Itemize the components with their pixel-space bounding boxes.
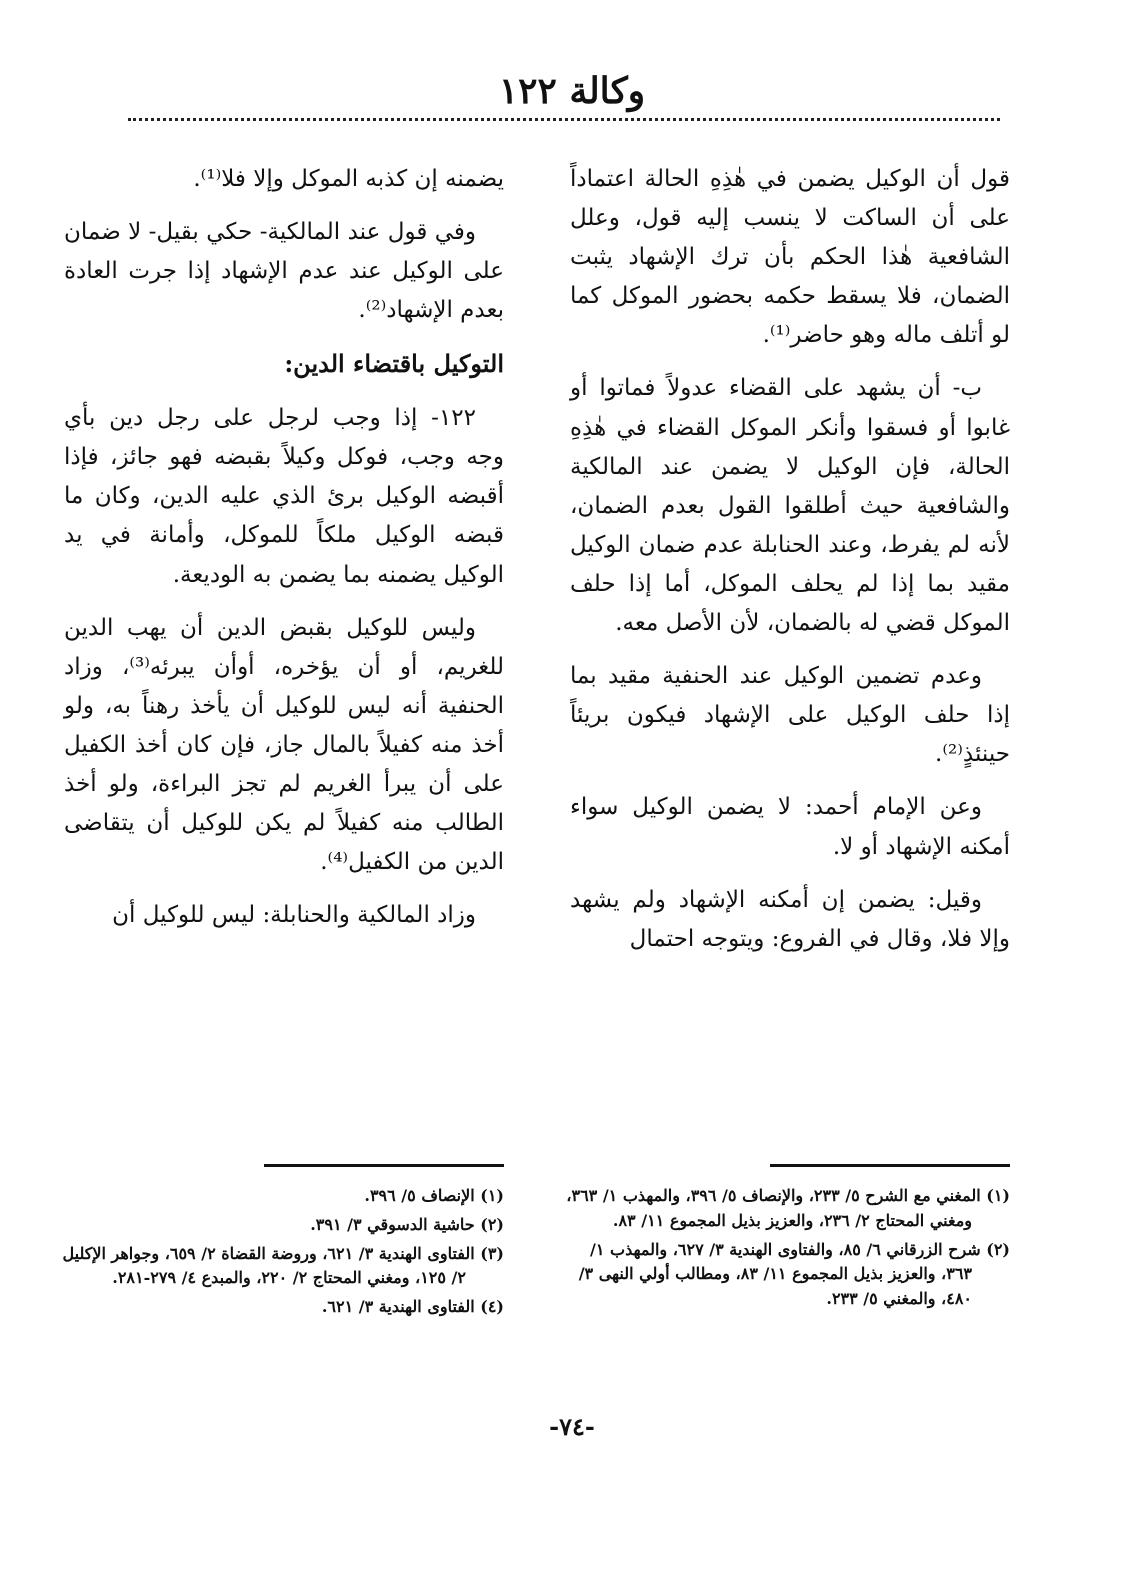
footnotes-left xyxy=(54,1184,504,1324)
paragraph: وفي قول عند المالكية- حكي بقيل- لا ضمان على الوكيل عند عدم الإشهاد إذا جرت العادة بعدم الإشهاد⁽²⁾. xyxy=(64,219,504,324)
paragraph: قول أن الوكيل يضمن في هٰذِهِ الحالة اعتماداً على أن الساكت لا ينسب إليه قول، وعلل الشافعية هٰذا الحكم بأن ترك الإشهاد يثبت الضمان، فلا يسقط حكمه بحضور الموكل كما لو أتلف ماله وهو حاضر⁽¹⁾. xyxy=(570,166,1010,349)
paragraph: وزاد المالكية والحنابلة: ليس للوكيل أن xyxy=(112,902,476,929)
right-column xyxy=(570,160,1010,973)
footnotes-right xyxy=(560,1184,1010,1316)
paragraph: وقيل: يضمن إن أمكنه الإشهاد ولم يشهد وإلا فلا، وقال في الفروع: ويتوجه احتمال xyxy=(570,886,1010,952)
footnote-divider-right xyxy=(770,1164,1010,1167)
paragraph: ١٢٢- إذا وجب لرجل على رجل دين بأي وجه وجب، فوكل وكيلاً بقبضه فهو جائز، فإذا أقبضه الوكيل برئ الذي عليه الدين، وكان ما قبضه الوكيل ملكاً للموكل، وأمانة في يد الوكيل يضمنه بما يضمن به الوديعة. xyxy=(64,405,504,588)
section-heading: التوكيل باقتضاء الدين: xyxy=(284,349,504,379)
footnote: (٣) الفتاوى الهندية ٣/ ٦٢١، وروضة القضاة ٢/ ٦٥٩، وجواهر الإكليل ٢/ ١٢٥، ومغني المحتاج ٢/ ٢٢٠، والمبدع ٤/ ٢٧٩-٢٨١. xyxy=(62,1243,504,1288)
header-dotted-rule xyxy=(128,118,1000,121)
page-header-title: وكالة ١٢٢ xyxy=(498,70,646,112)
footnote: (٢) حاشية الدسوقي ٣/ ٣٩١. xyxy=(310,1214,504,1234)
footnote: (١) الإنصاف ٥/ ٣٩٦. xyxy=(364,1186,504,1205)
paragraph: وعدم تضمين الوكيل عند الحنفية مقيد بما إذا حلف الوكيل على الإشهاد فيكون بريئاً حينئذٍ⁽²⁾. xyxy=(570,663,1010,768)
paragraph: وليس للوكيل بقبض الدين أن يهب الدين للغريم، أو أن يؤخره، أوأن يبرئه⁽³⁾، وزاد الحنفية أنه ليس للوكيل أن يأخذ رهناً به، ولو أخذ منه كفيلاً بالمال جاز، فإن كان أخذ الكفيل على أن يبرأ الغريم لم تجز البراءة، ولو أخذ الطالب منه كفيلاً لم يكن للوكيل أن يتقاضى الدين من الكفيل⁽⁴⁾. xyxy=(64,614,504,876)
paragraph: يضمنه إن كذبه الموكل وإلا فلا⁽¹⁾. xyxy=(193,166,504,192)
footnote: (٤) الفتاوى الهندية ٣/ ٦٢١. xyxy=(321,1297,504,1317)
page-number: -٧٤- xyxy=(549,1412,595,1441)
left-column xyxy=(64,160,504,949)
paragraph: وعن الإمام أحمد: لا يضمن الوكيل سواء أمكنه الإشهاد أو لا. xyxy=(570,794,1010,860)
footnote-divider-left xyxy=(264,1164,504,1167)
paragraph: ب- أن يشهد على القضاء عدولاً فماتوا أو غابوا أو فسقوا وأنكر الموكل القضاء في هٰذِهِ الحالة، فإن الوكيل لا يضمن عند المالكية والشافعية حيث أطلقوا القول بعدم الضمان، لأنه لم يفرط، وعند الحنابلة عدم ضمان الوكيل مقيد بما إذا لم يحلف الموكل، أما إذا حلف الموكل قضي له بالضمان، لأن الأصل معه. xyxy=(570,375,1010,637)
footnote: (١) المغني مع الشرح ٥/ ٢٣٣، والإنصاف ٥/ ٣٩٦، والمهذب ١/ ٣٦٣، ومغني المحتاج ٢/ ٢٣٦، والعزيز بذيل المجموع ١١/ ٨٣. xyxy=(566,1186,1010,1230)
footnote: (٢) شرح الزرقاني ٦/ ٨٥، والفتاوى الهندية ٣/ ٦٢٧، والمهذب ١/ ٣٦٣، والعزيز بذيل المجموع ١١/ ٨٣، ومطالب أولي النهى ٣/ ٤٨٠، والمغني ٥/ ٢٣٣. xyxy=(578,1239,1010,1309)
